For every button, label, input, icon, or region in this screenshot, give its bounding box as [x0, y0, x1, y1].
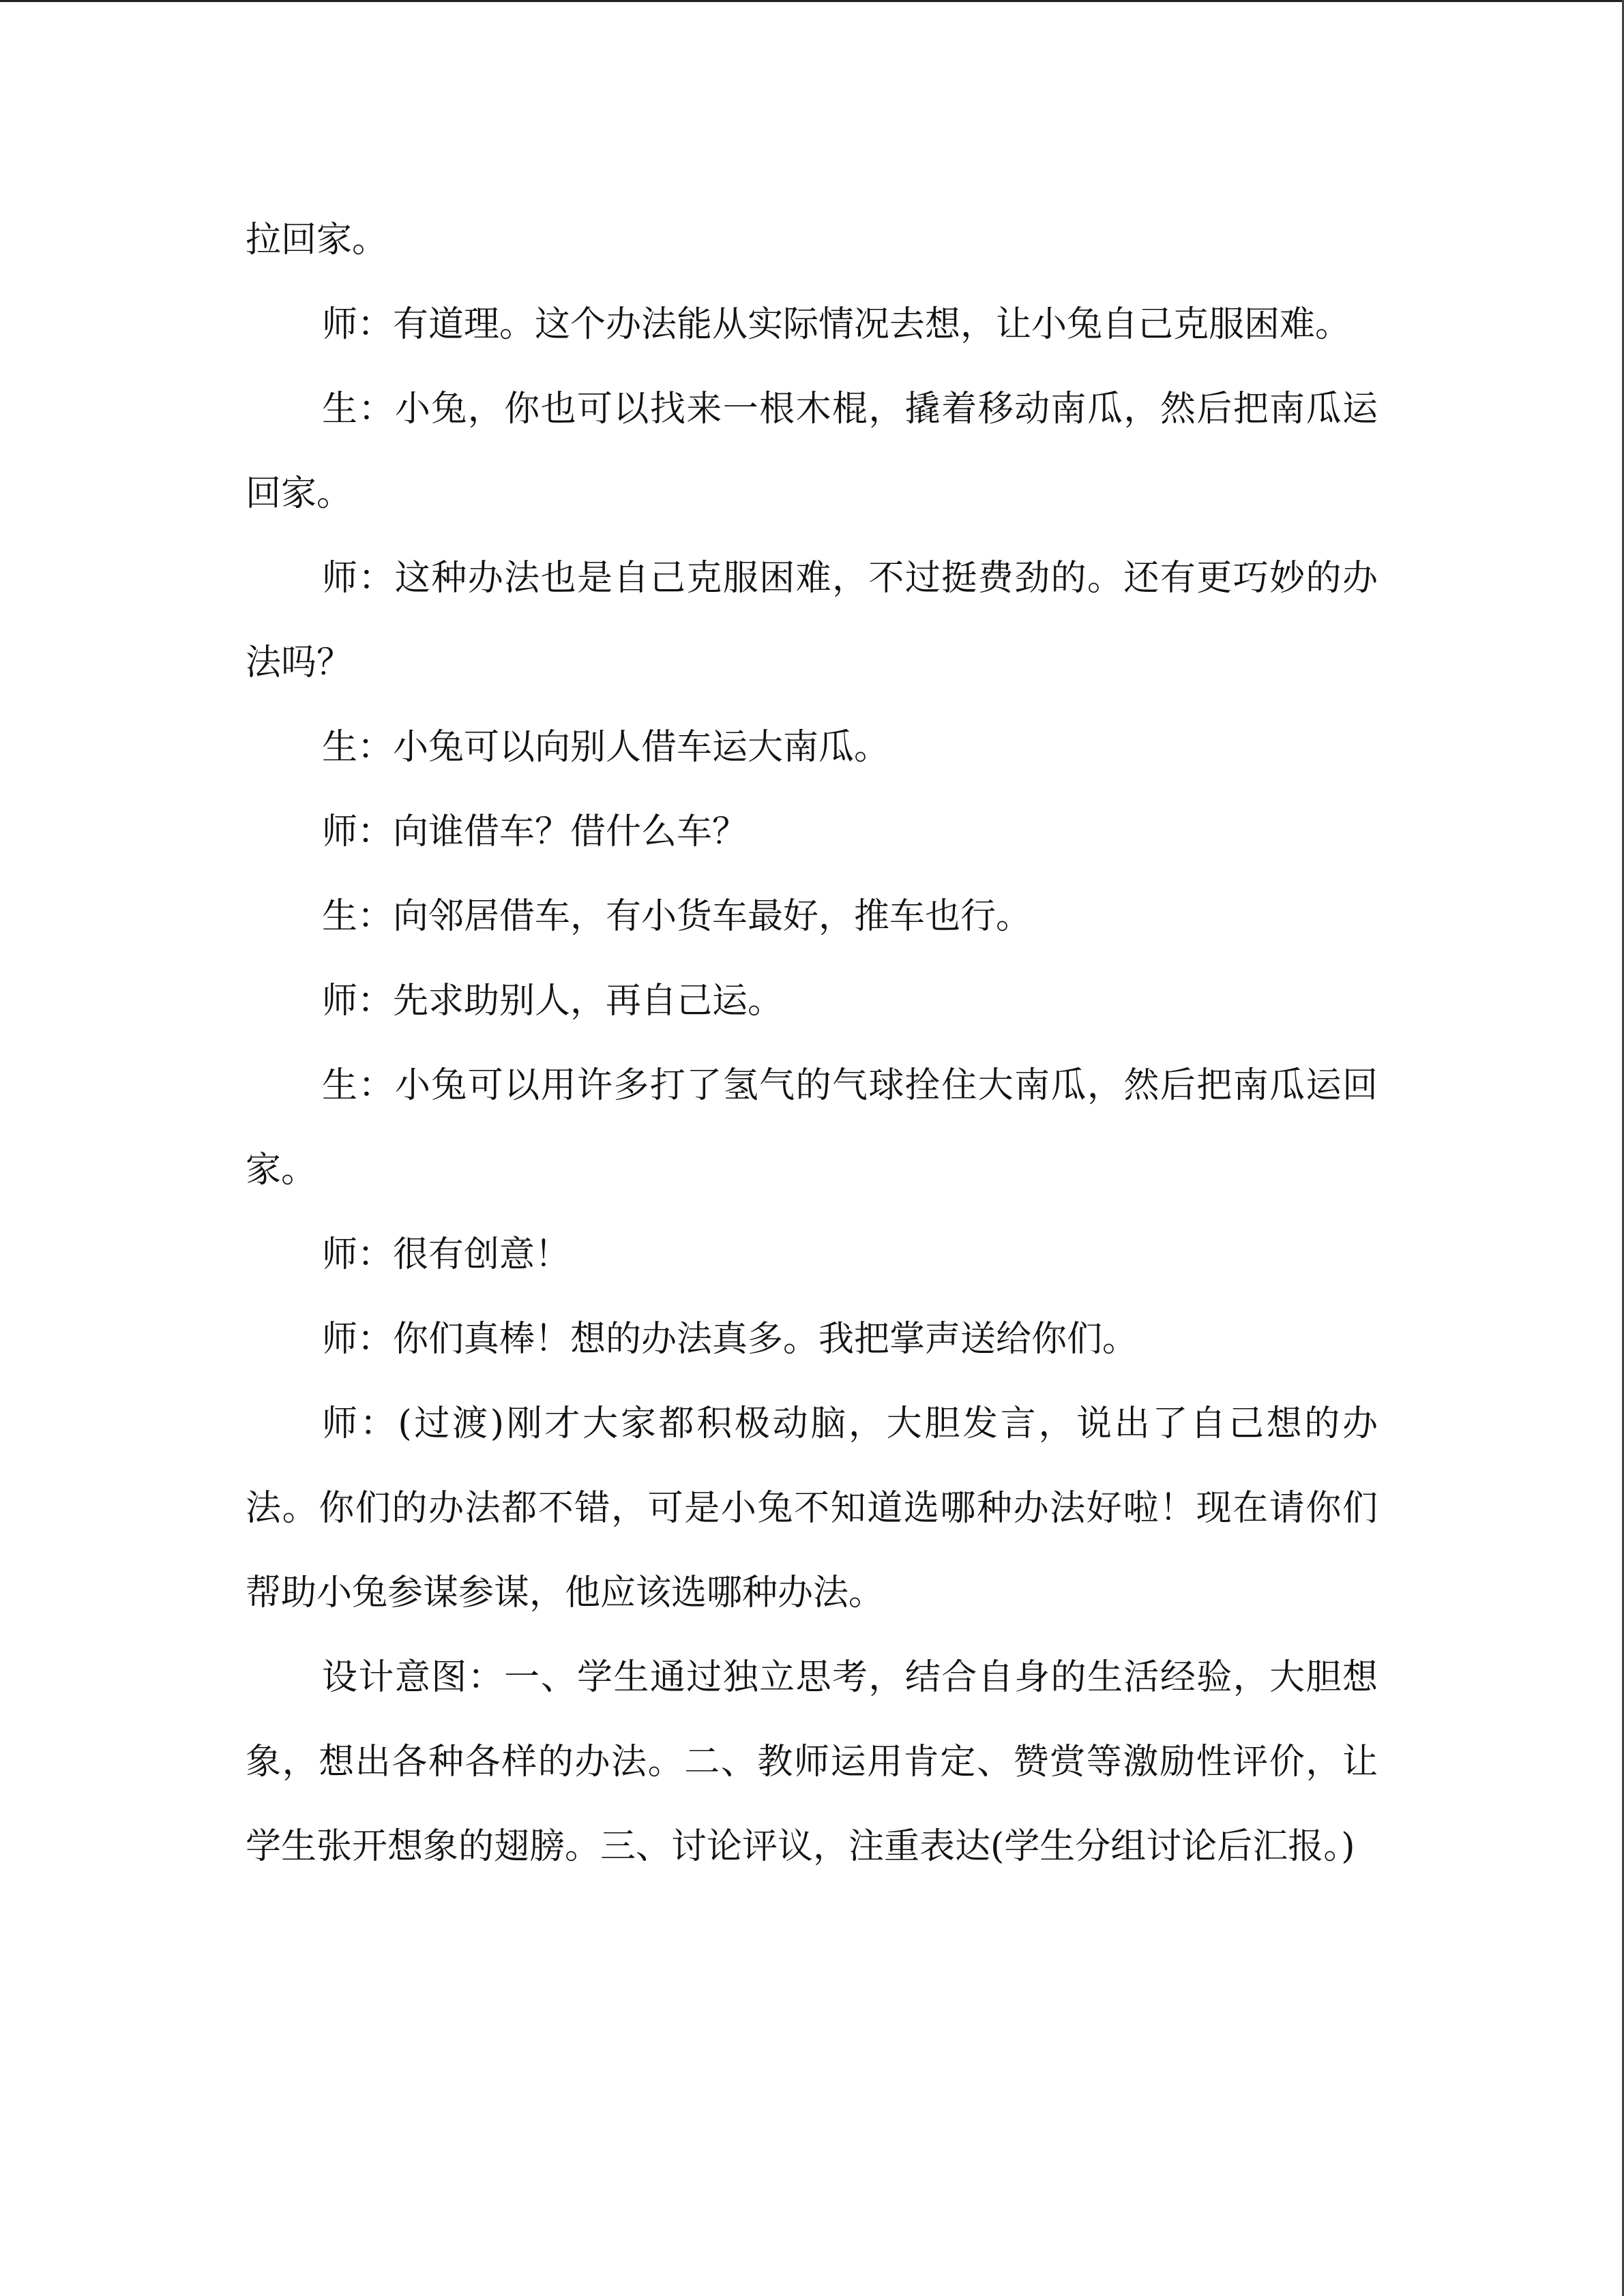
paragraph-teacher-4: 师：先求助别人，再自己运。: [322, 981, 784, 1022]
paragraph-teacher-1: 师：有道理。这个办法能从实际情况去想，让小兔自己克服困难。: [322, 304, 1351, 345]
paragraph-student-2: 生：小兔可以向别人借车运大南瓜。: [322, 727, 890, 768]
paragraph-teacher-transition: 师：(过渡)刚才大家都积极动脑，大胆发言，说出了自己想的办法。你们的办法都不错，可是小兔不知道选哪种办法好啦！现在请你们帮助小兔参谋参谋，他应该选哪种办法。: [246, 1403, 1378, 1613]
paragraph-student-1: 生：小兔，你也可以找来一根木棍，撬着移动南瓜，然后把南瓜运回家。: [246, 389, 1378, 514]
document-body: [246, 198, 1378, 1889]
paragraph-teacher-3: 师：向谁借车？借什么车？: [322, 811, 748, 852]
paragraph-teacher-2: 师：这种办法也是自己克服困难，不过挺费劲的。还有更巧妙的办法吗？: [246, 558, 1378, 683]
paragraph-continuation: 拉回家。: [246, 220, 388, 260]
paragraph-teacher-6: 师：你们真棒！想的办法真多。我把掌声送给你们。: [322, 1319, 1138, 1360]
paragraph-design-intent: 设计意图：一、学生通过独立思考，结合自身的生活经验，大胆想象，想出各种各样的办法。二、教师运用肯定、赞赏等激励性评价，让学生张开想象的翅膀。三、讨论评议，注重表达(学生分组讨论后汇报。): [246, 1657, 1378, 1867]
paragraph-student-3: 生：向邻居借车，有小货车最好，推车也行。: [322, 896, 1032, 937]
paragraph-teacher-5: 师：很有创意！: [322, 1234, 571, 1275]
paragraph-student-4: 生：小兔可以用许多打了氢气的气球拴住大南瓜，然后把南瓜运回家。: [246, 1065, 1378, 1191]
page-top-border: [0, 0, 1624, 2]
